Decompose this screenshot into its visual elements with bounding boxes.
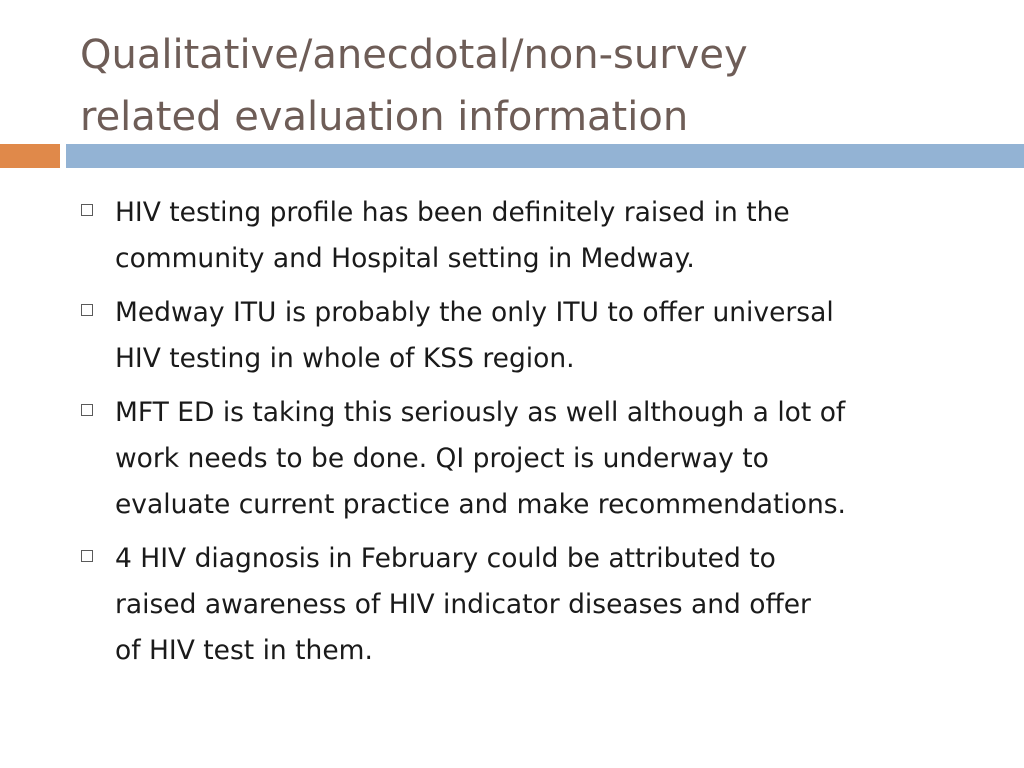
title-accent-bar — [0, 144, 60, 168]
slide-title — [80, 24, 1000, 148]
bullet-text-line: MFT ED is taking this seriously as well although a lot of — [115, 397, 846, 428]
bullet-text-line: Medway ITU is probably the only ITU to offer universal — [115, 297, 834, 328]
square-bullet-icon — [81, 204, 93, 216]
bullet-text-line: raised awareness of HIV indicator diseases and offer — [115, 589, 811, 620]
bullet-list — [0, 190, 1024, 682]
bullet-item — [0, 390, 1024, 528]
bullet-item — [0, 190, 1024, 282]
slide-title-line-1: Qualitative/anecdotal/non-survey — [80, 32, 748, 78]
square-bullet-icon — [81, 550, 93, 562]
square-bullet-icon — [81, 404, 93, 416]
bullet-text-line: work needs to be done. QI project is underway to — [115, 443, 769, 474]
bullet-text-line: HIV testing profile has been definitely raised in the — [115, 197, 790, 228]
slide-title-line-2: related evaluation information — [80, 94, 689, 140]
square-bullet-icon — [81, 304, 93, 316]
title-divider-bar — [66, 144, 1024, 168]
bullet-text-line: of HIV test in them. — [115, 635, 373, 666]
bullet-text-line: HIV testing in whole of KSS region. — [115, 343, 575, 374]
bullet-item — [0, 290, 1024, 382]
bullet-text-line: 4 HIV diagnosis in February could be attributed to — [115, 543, 776, 574]
bullet-text-line: evaluate current practice and make recommendations. — [115, 489, 846, 520]
bullet-item — [0, 536, 1024, 674]
bullet-text-line: community and Hospital setting in Medway. — [115, 243, 695, 274]
